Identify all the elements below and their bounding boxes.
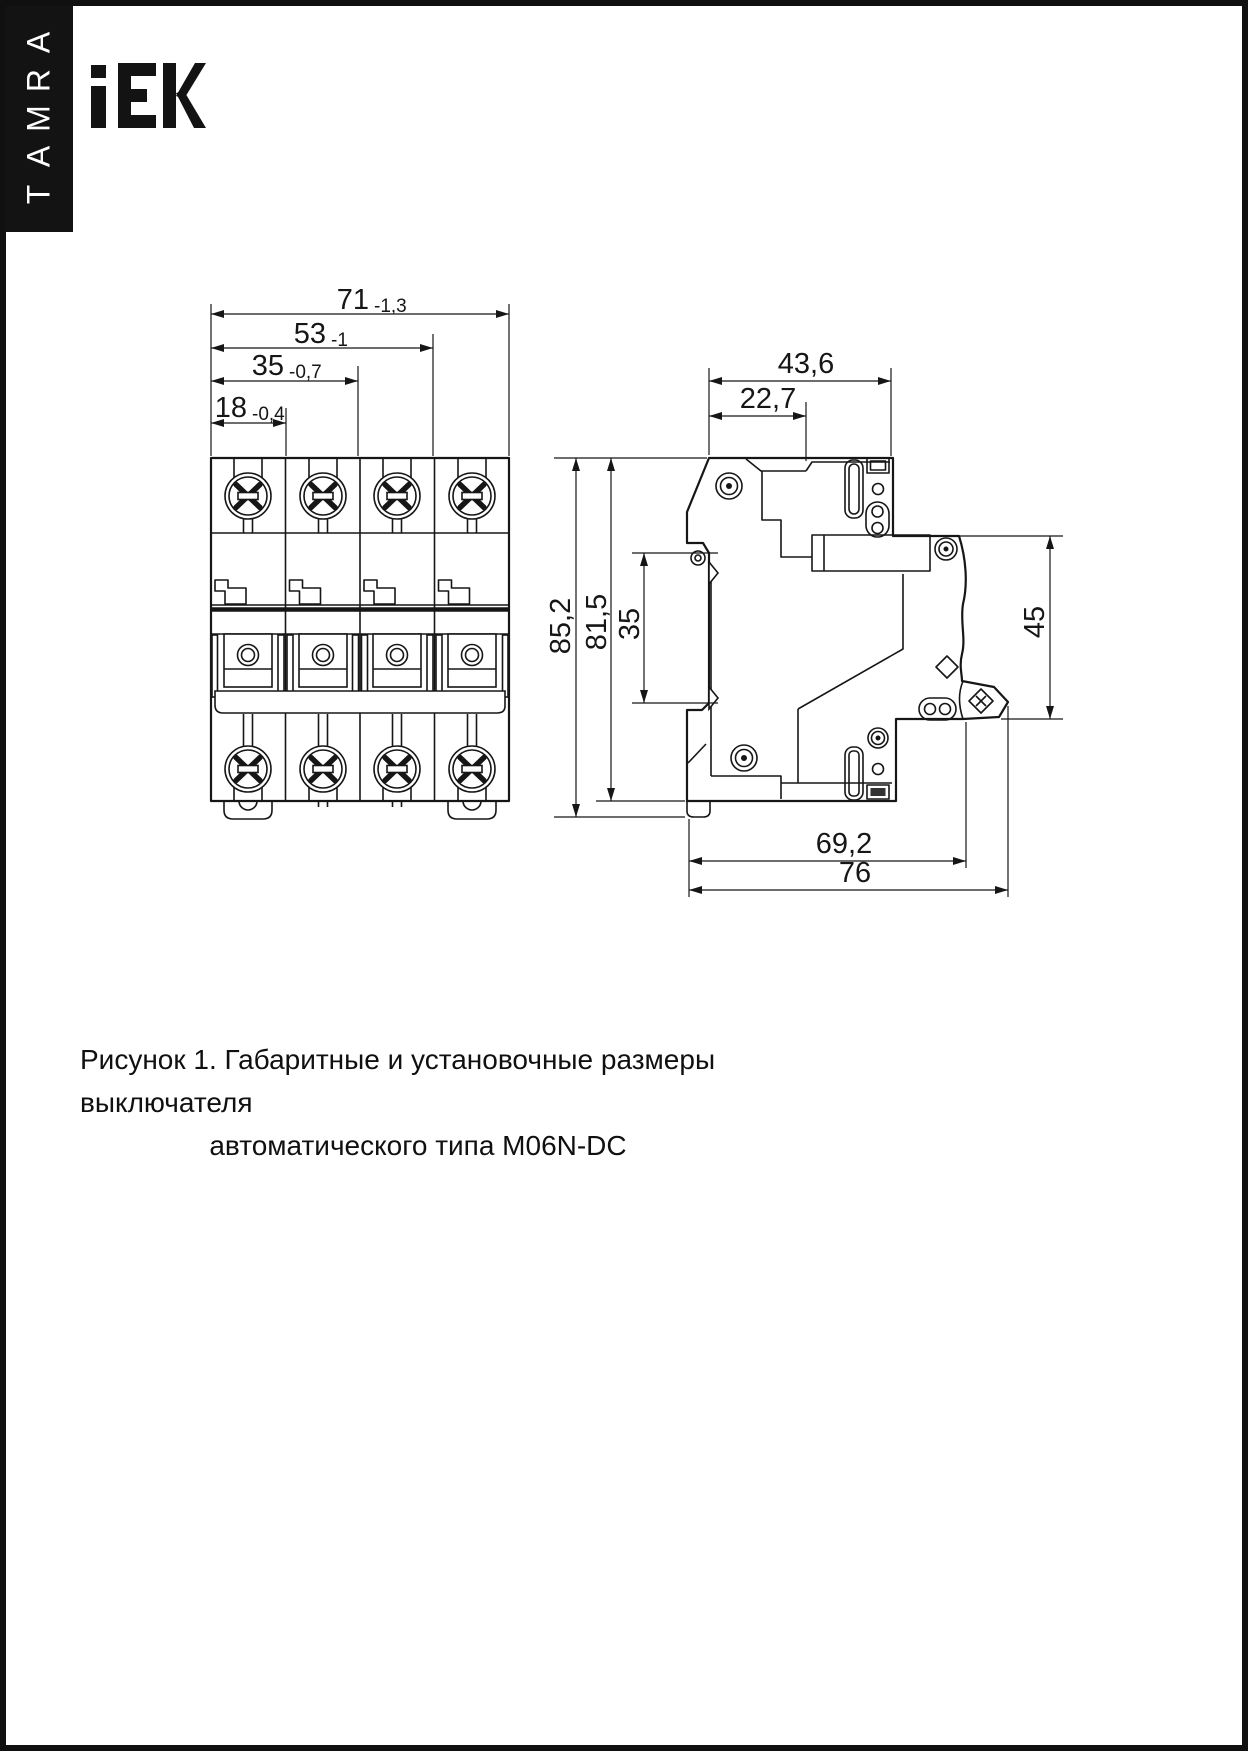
dim-tolerance: -0,4 xyxy=(252,404,285,425)
brand-letter: T xyxy=(20,184,57,205)
dim-35-rail xyxy=(614,553,648,703)
mounting-tabs xyxy=(224,801,496,819)
dim-value: 43,6 xyxy=(777,348,835,380)
front-dimensions xyxy=(211,284,509,456)
screw-icon xyxy=(374,714,420,801)
toggle-handle xyxy=(299,634,347,687)
screw-icon xyxy=(225,458,271,533)
dim-value: 71 xyxy=(336,284,369,316)
screw-icon xyxy=(300,458,346,533)
brand-letter: M xyxy=(20,105,57,132)
dimension-drawing xyxy=(6,6,1248,1751)
dim-value: 53 xyxy=(293,318,326,350)
screw-icon xyxy=(449,458,495,533)
dim-18 xyxy=(211,392,286,427)
dim-value: 69,2 xyxy=(815,828,873,860)
dim-85-2 xyxy=(545,458,580,817)
dim-tolerance: -0,7 xyxy=(289,362,322,383)
dim-value: 81,5 xyxy=(581,593,613,651)
screw-icon xyxy=(449,714,495,801)
dim-value: 45 xyxy=(1019,605,1051,639)
brand-letter: A xyxy=(20,145,57,168)
dim-22-7 xyxy=(709,383,806,420)
toggle-handle xyxy=(373,634,421,687)
front-view-drawing xyxy=(211,458,509,819)
dim-53 xyxy=(211,318,433,352)
dim-value: 18 xyxy=(214,392,247,424)
dim-35 xyxy=(211,350,358,385)
brand-letter: R xyxy=(20,68,57,93)
screw-icon xyxy=(300,714,346,801)
figure-caption xyxy=(80,1038,860,1167)
dim-value: 22,7 xyxy=(739,383,797,415)
toggle-tie-bar xyxy=(215,691,505,713)
dim-81-5 xyxy=(581,458,615,801)
release-window xyxy=(215,580,470,604)
dim-45 xyxy=(1019,536,1054,719)
dim-value: 35 xyxy=(614,607,646,641)
toggle-handle xyxy=(224,634,272,687)
dim-43-6 xyxy=(709,348,891,385)
dim-tolerance: -1,3 xyxy=(374,296,407,317)
dim-71 xyxy=(211,284,509,318)
brand-letter: A xyxy=(20,31,57,54)
dim-tolerance: -1 xyxy=(331,330,348,351)
toggle-handle xyxy=(448,634,496,687)
figure-caption-line2: автоматического типа M06N-DC xyxy=(209,1130,627,1161)
dim-value: 35 xyxy=(251,350,284,382)
screw-icon xyxy=(225,714,271,801)
screw-icon xyxy=(374,458,420,533)
side-view-drawing xyxy=(687,458,1008,817)
dim-value: 76 xyxy=(838,857,872,889)
dim-69-2 xyxy=(689,828,966,865)
dim-value: 85,2 xyxy=(545,597,577,655)
figure-caption-line1: Рисунок 1. Габаритные и установочные размеры выключателя xyxy=(80,1044,716,1118)
